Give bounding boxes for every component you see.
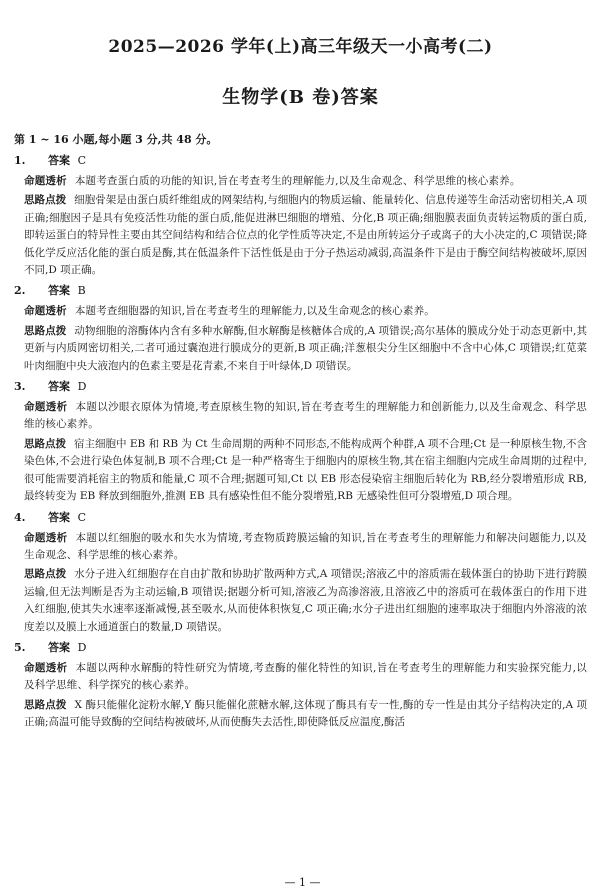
question-block — [14, 153, 587, 279]
question-number: 1. — [14, 154, 26, 167]
solution-hint — [14, 697, 587, 732]
question-number: 3. — [14, 380, 26, 394]
analysis-text: 本题以沙眼衣原体为情境,考查原核生物的知识,旨在考查考生的理解能力和创新能力,以及生命观念、科学思维的核心素养。 — [24, 401, 587, 431]
question-block — [14, 640, 587, 732]
hint-text: 细胞骨架是由蛋白质纤维组成的网架结构,与细胞内的物质运输、能量转化、信息传递等生命活动密切相关,A 项正确;细胞因子是具有免疫活性功能的蛋白质,能促进淋巴细胞的增殖、分化,B 项正确;细胞膜表面负责转运物质的蛋白质,即转运蛋白的特异性主要由其空间结构和结合位点的化学性质等决定,不是由所转运分子或离子的大小决定的,C 项错误;降低化学反应活化能的蛋白质是酶,其在低温条件下活性低是由于分子热运动减弱,高温条件下是由于酶空间结构被破坏,原因不同,D 项正确。 — [24, 194, 588, 277]
answer-prefix: 答案 — [48, 380, 78, 394]
analysis-label: 命题透析 — [24, 305, 67, 318]
answer-prefix: 答案 — [48, 510, 78, 524]
answer-letter: D — [77, 640, 87, 654]
hint-text: 水分子进入红细胞存在自由扩散和协助扩散两种方式,A 项错误;溶液乙中的溶质需在载体蛋白的协助下进行跨膜运输,但无法判断是否为主动运输,B 项错误;据题分析可知,溶液乙为高渗溶液,且溶液乙中的溶质可在载体蛋白的作用下进入红细胞,使其失水速率逐渐减慢,甚至吸水,从而使体积恢复,C 项正确;水分子进出红细胞的速率取决于细胞内外溶液的浓度差以及膜上水通道蛋白的数量,D 项错误。 — [24, 568, 588, 633]
analysis-text: 本题以红细胞的吸水和失水为情境,考查物质跨膜运输的知识,旨在考查考生的理解能力和解决问题能力,以及生命观念、科学思维的核心素养。 — [24, 531, 587, 561]
proposition-analysis — [14, 303, 587, 320]
question-block — [14, 510, 587, 636]
hint-text: X 酶只能催化淀粉水解,Y 酶只能催化蔗糖水解,这体现了酶具有专一性,酶的专一性是由其分子结构决定的,A 项正确;高温可能导致酶的空间结构被破坏,从而使酶失去活性,即使降低反应温度,酶活 — [24, 698, 587, 729]
answer-prefix: 答案 — [48, 154, 78, 167]
question-list — [14, 153, 587, 732]
question-answer-line — [14, 379, 587, 395]
hint-text: 宿主细胞中 EB 和 RB 为 Ct 生命周期的两种不同形态,不能构成两个种群,A 项不合理;Ct 是一种原核生物,不含染色体,不会进行染色体复制,B 项不合理;Ct 是一种严格寄生于细胞内的原核生物,其在宿主细胞内完成生命周期的过程中,很可能需要消耗宿主的物质和能量,C 项不合理;据题可知,Ct 以 EB 形态侵染宿主细胞后转化为 RB,经分裂增殖形成 RB,最终转变为 EB 释放到细胞外,推测 EB 具有感染性但不能分裂增殖,RB 无感染性但可分裂增殖,D 项合理。 — [24, 437, 588, 503]
analysis-label: 命题透析 — [24, 401, 68, 414]
exam-title: 2025—2026 学年(上)高三年级天一小高考(二) — [108, 37, 493, 57]
question-block — [14, 379, 587, 505]
answer-letter: C — [77, 154, 87, 167]
proposition-analysis — [14, 660, 587, 695]
hint-label: 思路点拨 — [24, 324, 67, 337]
hint-label: 思路点拨 — [24, 698, 67, 711]
page-number: — 1 — — [284, 876, 321, 889]
proposition-analysis — [14, 399, 587, 434]
analysis-label: 命题透析 — [24, 661, 68, 674]
solution-hint — [14, 192, 587, 279]
hint-label: 思路点拨 — [24, 194, 67, 207]
answer-letter: D — [77, 380, 87, 394]
hint-label: 思路点拨 — [24, 437, 67, 450]
answer-letter: B — [77, 284, 86, 298]
answer-prefix: 答案 — [48, 284, 78, 298]
exam-subtitle: 生物学(B 卷)答案 — [222, 87, 379, 108]
question-block — [14, 283, 587, 375]
analysis-text: 本题以两种水解酶的特性研究为情境,考查酶的催化特性的知识,旨在考查考生的理解能力和实验探究能力,以及科学思维、科学探究的核心素养。 — [24, 661, 587, 692]
question-answer-line — [14, 283, 587, 299]
question-number: 2. — [14, 284, 26, 298]
question-number: 5. — [14, 640, 26, 654]
question-answer-line — [14, 510, 587, 526]
solution-hint — [14, 566, 587, 636]
hint-label: 思路点拨 — [24, 568, 67, 581]
proposition-analysis — [14, 173, 587, 190]
question-answer-line — [14, 640, 587, 656]
analysis-label: 命题透析 — [24, 175, 67, 187]
solution-hint — [14, 323, 587, 375]
section-intro: 第 1 ~ 16 小题,每小题 3 分,共 48 分。 — [14, 133, 218, 146]
question-number: 4. — [14, 510, 26, 524]
answer-prefix: 答案 — [48, 640, 78, 654]
analysis-label: 命题透析 — [24, 531, 68, 544]
analysis-text: 本题考查蛋白质的功能的知识,旨在考查考生的理解能力,以及生命观念、科学思维的核心素养。 — [74, 175, 521, 187]
solution-hint — [14, 436, 587, 506]
hint-text: 动物细胞的溶酶体内含有多种水解酶,但水解酶是核糖体合成的,A 项错误;高尔基体的膜成分处于动态更新中,其更新与内质网密切相关,二者可通过囊泡进行膜成分的更新,B 项正确;洋葱根尖分生区细胞中不含中心体,C 项错误;红苋菜叶肉细胞中央大液泡内的色素主要是花青素,不来自于叶绿体,D 项错误。 — [24, 324, 587, 372]
proposition-analysis — [14, 530, 587, 565]
analysis-text: 本题考查细胞器的知识,旨在考查考生的理解能力,以及生命观念的核心素养。 — [74, 305, 435, 318]
answer-letter: C — [77, 510, 87, 524]
question-answer-line — [14, 153, 587, 169]
